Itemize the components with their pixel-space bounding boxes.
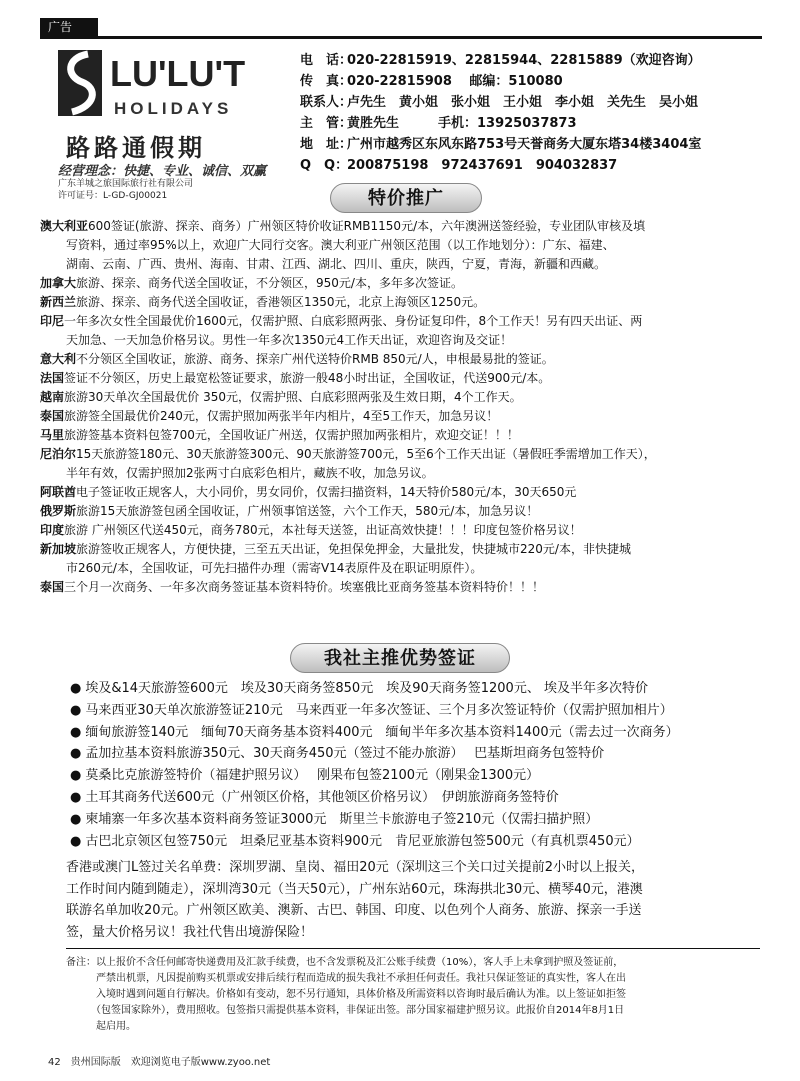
remark-line: 起启用。 <box>66 1021 136 1032</box>
lulut-logo-icon <box>58 48 258 128</box>
offer-country: 澳大利亚 <box>40 219 89 233</box>
offer-text: 不分领区全国收证，旅游、商务、探亲广州代送特价RMB 850元/人，申根最易批的签证。 <box>76 352 554 366</box>
company-name: 广东羊城之旅国际旅行社有限公司 <box>58 179 194 189</box>
offer-text: 市260元/本，全国收证，可先扫描件办理（需寄V14表原件及在职证明原件）。 <box>66 561 483 575</box>
remarks <box>66 955 766 1035</box>
offer-country: 意大利 <box>40 352 77 366</box>
offer-line <box>40 559 764 578</box>
license-number: 许可证号：L-GD-GJ00021 <box>58 191 168 201</box>
contact-address: 地 址：广州市越秀区东风东路753号天誉商务大厦东塔34楼3404室 <box>300 137 702 152</box>
brand-logo <box>58 48 267 179</box>
offer-country: 新加坡 <box>40 542 77 556</box>
contact-persons: 联系人：卢先生 黄小姐 张小姐 王小姐 李小姐 关先生 吴小姐 <box>300 95 699 110</box>
visa-bullet: ● 孟加拉基本资料旅游350元、30天商务450元（签过不能办旅游） 巴基斯坦商务包签特价 <box>70 743 760 765</box>
brand-sub-en: HOLIDAYS <box>114 99 233 118</box>
offer-text: 天加急、一天加急价格另议。男性一年多次1350元4工作天出证，欢迎咨询及交证！ <box>66 333 513 347</box>
offer-text: 半年有效，仅需护照加2张两寸白底彩色相片，藏族不收，加急另议。 <box>66 466 434 480</box>
offer-text: 旅游签基本资料包签700元，全国收证广州送，仅需护照加两张相片，欢迎交证！！！ <box>64 428 519 442</box>
offer-text: 旅游、探亲、商务代送全国收证，香港领区1350元，北京上海领区1250元。 <box>76 295 486 309</box>
brand-name-en: LU'LU'T <box>110 53 246 94</box>
section-title-special: 特价推广 <box>330 183 482 213</box>
visa-bullet: ● 古巴北京领区包签750元 坦桑尼亚基本资料900元 肯尼亚旅游包签500元（有真机票450元） <box>70 831 760 853</box>
divider <box>66 948 760 949</box>
featured-visa-list <box>70 678 760 852</box>
offer-country: 印度 <box>40 523 65 537</box>
hk-line: 联游名单加收20元。广州领区欧美、澳新、古巴、韩国、印度、以色列个人商务、旅游、探亲一手送 <box>66 903 642 918</box>
offer-line <box>40 578 764 597</box>
top-rule <box>40 36 762 39</box>
offer-line <box>40 255 764 274</box>
contact-phone: 电 话：020-22815919、22815944、22815889（欢迎咨询） <box>300 53 701 68</box>
offer-text: 旅游30天单次全国最优价 350元，仅需护照、白底彩照两张及生效日期，4个工作天。 <box>64 390 522 404</box>
offer-line <box>40 388 764 407</box>
contact-block <box>300 50 770 176</box>
offer-line <box>40 407 764 426</box>
section-title-featured: 我社主推优势签证 <box>290 643 510 673</box>
offer-text: 写资料，通过率95%以上，欢迎广大同行交客。澳大利亚广州领区范围（以工作地划分）：广东、福建、 <box>66 238 615 252</box>
offer-line <box>40 274 764 293</box>
offer-text: 旅游签收正规客人，方便快捷，三至五天出证，免担保免押金，大量批发，快捷城市220元/本，非快捷城 <box>76 542 631 556</box>
offer-text: 一年多次女性全国最优价1600元，仅需护照、白底彩照两张、身份证复印件，8个工作天！另有四天出证、两 <box>64 314 643 328</box>
contact-fax: 传 真：020-22815908 邮编：510080 <box>300 74 563 89</box>
visa-bullet: ● 土耳其商务代送600元（广州领区价格，其他领区价格另议） 伊朗旅游商务签特价 <box>70 787 760 809</box>
offer-country: 越南 <box>40 390 65 404</box>
visa-bullet: ● 埃及&14天旅游签600元 埃及30天商务签850元 埃及90天商务签1200元、 埃及半年多次特价 <box>70 678 760 700</box>
hk-macau-info <box>66 857 756 943</box>
offer-country: 尼泊尔 <box>40 447 77 461</box>
offer-line <box>40 445 764 464</box>
hk-line: 工作时间内随到随走），深圳湾30元（当天50元），广州东站60元，珠海拱北30元、横琴40元，港澳 <box>66 881 643 897</box>
offer-line <box>40 293 764 312</box>
offer-text: 旅游、探亲、商务代送全国收证，不分领区，950元/本，多年多次签证。 <box>76 276 463 290</box>
remark-line: 入境时遇到问题自行解决。价格如有变动，恕不另行通知，具体价格及所需资料以咨询时最后确认为准。以上签证如拒签 <box>66 989 626 1000</box>
offer-text: 电子签证收正规客人，大小同价，男女同价，仅需扫描资料，14天特价580元/本，30天650元 <box>76 485 577 499</box>
offer-country: 新西兰 <box>40 295 77 309</box>
offer-line <box>40 331 764 350</box>
contact-qq: Q Q：200875198 972437691 904032837 <box>300 158 618 173</box>
offer-line <box>40 464 764 483</box>
visa-bullet: ● 缅甸旅游签140元 缅甸70天商务基本资料400元 缅甸半年多次基本资料1400元（需去过一次商务） <box>70 722 760 744</box>
offer-text: 旅游 广州领区代送450元，商务780元，本社每天送签，出证高效快捷！！！印度包签价格另议！ <box>64 523 582 537</box>
offer-text: 旅游15天旅游签包函全国收证，广州领事馆送签，六个工作天，580元/本，加急另议！ <box>76 504 539 518</box>
offer-line <box>40 350 764 369</box>
visa-bullet: ● 莫桑比克旅游签特价（福建护照另议） 刚果布包签2100元（刚果金1300元） <box>70 765 760 787</box>
special-offers-list <box>40 217 764 597</box>
offer-country: 马里 <box>40 428 65 442</box>
offer-country: 阿联酋 <box>40 485 77 499</box>
company-info <box>58 178 193 202</box>
offer-text: 湖南、云南、广西、贵州、海南、甘肃、江西、湖北、四川、重庆，陕西，宁夏，青海，新疆和西藏。 <box>66 257 607 271</box>
offer-line <box>40 236 764 255</box>
offer-text: 15天旅游签180元、30天旅游签300元、90天旅游签700元，5至6个工作天出证（暑假旺季需增加工作天）， <box>76 447 656 461</box>
remark-line: 备注：以上报价不含任何邮寄快递费用及汇款手续费，也不含发票税及汇公账手续费（10%），客人手上未拿到护照及签证前， <box>66 957 624 968</box>
brand-name-cn: 路路通假期 <box>66 133 206 162</box>
contact-manager: 主 管：黄胜先生 手机：13925037873 <box>300 116 577 131</box>
offer-text: 旅游签全国最优价240元，仅需护照加两张半年内相片，4至5工作天，加急另议！ <box>64 409 499 423</box>
ad-label: 广告 <box>40 18 98 36</box>
visa-bullet: ● 柬埔寨一年多次基本资料商务签证3000元 斯里兰卡旅游电子签210元（仅需扫描护照） <box>70 809 760 831</box>
hk-line: 香港或澳门L签过关名单费：深圳罗湖、皇岗、福田20元（深圳这三个关口过关提前2小时以上报关， <box>66 860 645 875</box>
offer-country: 印尼 <box>40 314 65 328</box>
offer-line <box>40 521 764 540</box>
remark-line: 严禁出机票，凡因提前购买机票或安排后续行程而造成的损失我社不承担任何责任。我社只保证签证的真实性，客人在出 <box>66 973 626 984</box>
offer-country: 泰国 <box>40 409 65 423</box>
page-footer: 42 贵州国际版 欢迎浏览电子版www.zyoo.net <box>48 1057 271 1068</box>
brand-motto: 经营理念：快捷、专业、诚信、双赢 <box>58 164 267 179</box>
offer-line <box>40 502 764 521</box>
offer-line <box>40 312 764 331</box>
offer-line <box>40 483 764 502</box>
hk-line: 签，量大价格另议！我社代售出境游保险！ <box>66 924 314 940</box>
offer-country: 法国 <box>40 371 65 385</box>
remark-line: （包签国家除外），费用照收。包签指只需提供基本资料，非保证出签。部分国家福建护照另议。此报价自2014年8月1日 <box>66 1005 625 1016</box>
offer-country: 俄罗斯 <box>40 504 77 518</box>
offer-country: 泰国 <box>40 580 65 594</box>
offer-text: 签证不分领区，历史上最宽松签证要求，旅游一般48小时出证，全国收证，代送900元/本。 <box>64 371 551 385</box>
visa-bullet: ● 马来西亚30天单次旅游签证210元 马来西亚一年多次签证、三个月多次签证特价（仅需护照加相片） <box>70 700 760 722</box>
offer-line <box>40 426 764 445</box>
offer-text: 600签证(旅游、探亲、商务）广州领区特价收证RMB1150元/本，六年澳洲送签经验，专业团队审核及填 <box>88 219 646 233</box>
offer-line <box>40 217 764 236</box>
offer-line <box>40 540 764 559</box>
offer-text: 三个月一次商务、一年多次商务签证基本资料特价。埃塞俄比亚商务签基本资料特价！！！ <box>64 580 545 594</box>
offer-line <box>40 369 764 388</box>
offer-country: 加拿大 <box>40 276 77 290</box>
